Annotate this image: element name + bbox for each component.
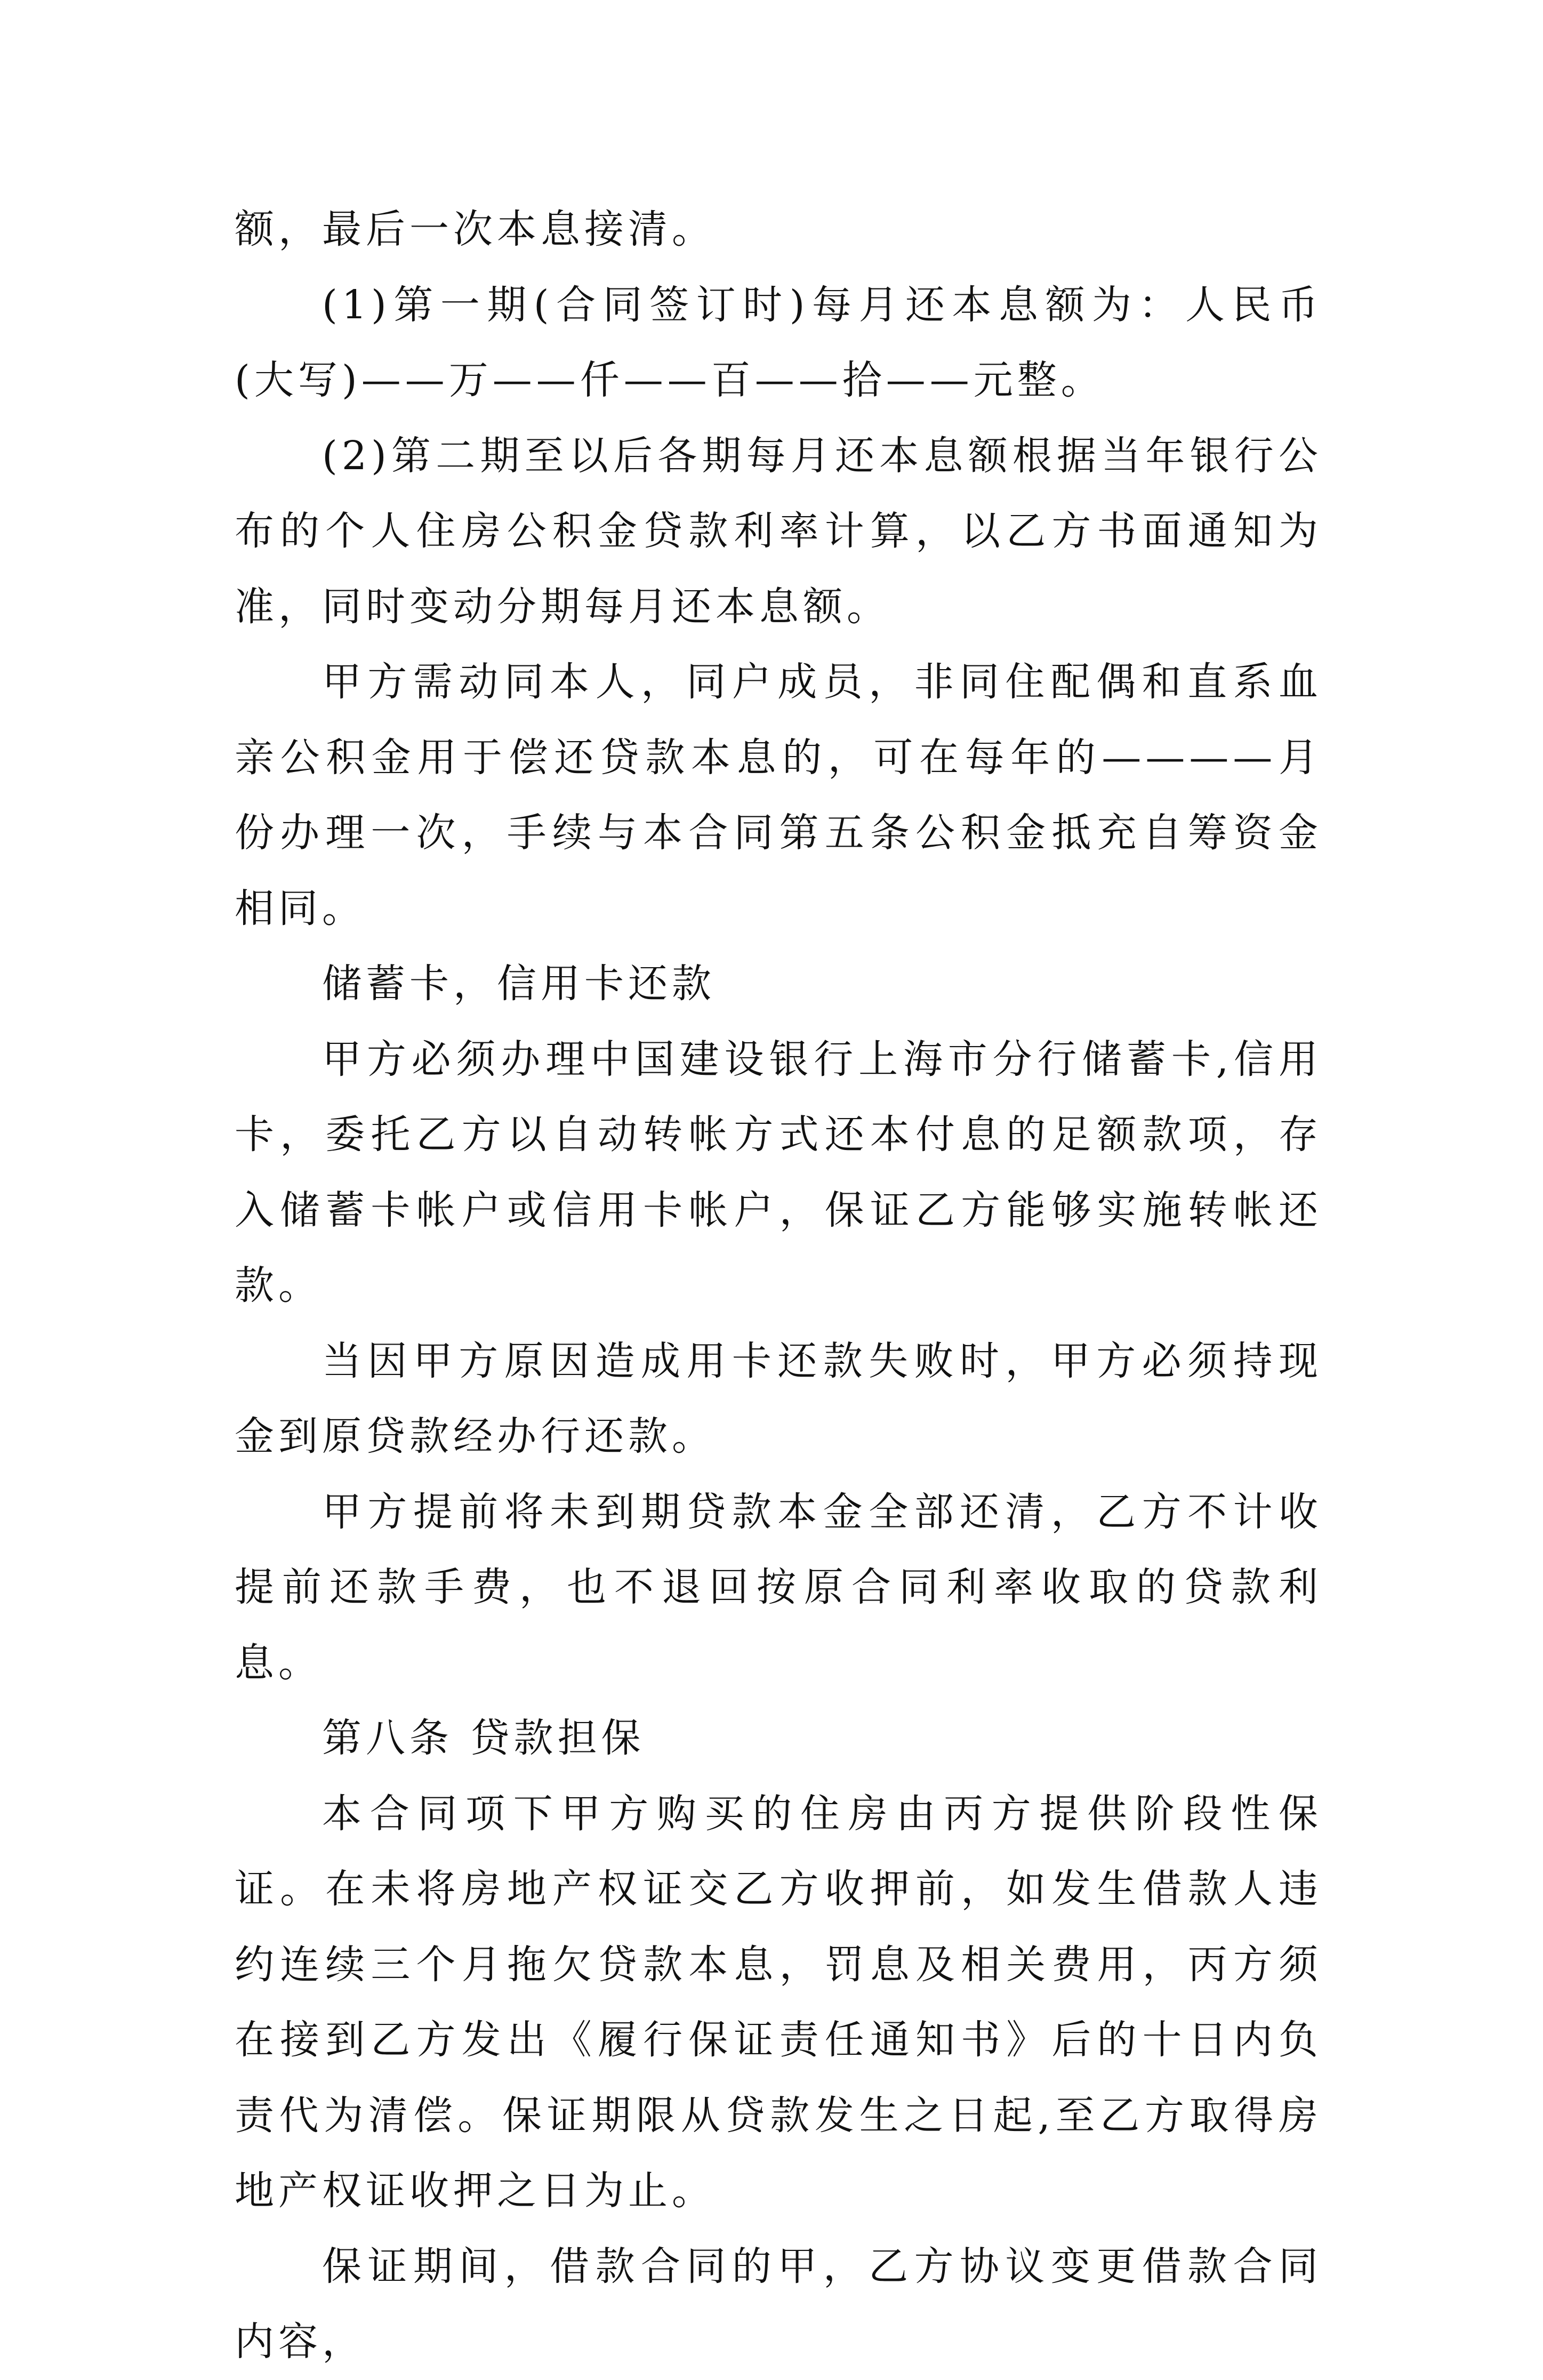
- paragraph-continuation: 额，最后一次本息接清。: [235, 206, 716, 252]
- paragraph-provident-fund-repayment: 甲方需动同本人，同户成员，非同住配偶和直系血亲公积金用于偿还贷款本息的，可在每年的————月份办理一次，手续与本合同第五条公积金抵充自筹资金相同。: [235, 659, 1322, 931]
- paragraph-first-period-amount: (1)第一期(合同签订时)每月还本息额为：人民币(大写)——万——仟——百——拾——元整。: [235, 282, 1322, 403]
- paragraph-guarantee-terms: 本合同项下甲方购买的住房由丙方提供阶段性保证。在未将房地产权证交乙方收押前，如发生借款人违约连续三个月拖欠贷款本息，罚息及相关费用，丙方须在接到乙方发出《履行保证责任通知书》后的十日内负责代为清偿。保证期限从贷款发生之日起,至乙方取得房地产权证收押之日为止。: [235, 1790, 1322, 2214]
- paragraph-early-repayment: 甲方提前将未到期贷款本金全部还清，乙方不计收提前还款手费，也不退回按原合同利率收取的贷款利息。: [235, 1489, 1322, 1686]
- article-heading-loan-guarantee: 第八条 贷款担保: [322, 1715, 645, 1761]
- paragraph-guarantee-period: 保证期间，借款合同的甲，乙方协议变更借款合同内容，: [235, 2243, 1322, 2365]
- paragraph-card-requirement: 甲方必须办理中国建设银行上海市分行储蓄卡,信用卡，委托乙方以自动转帐方式还本付息的足额款项，存入储蓄卡帐户或信用卡帐户，保证乙方能够实施转帐还款。: [235, 1036, 1322, 1308]
- paragraph-later-period-amount: (2)第二期至以后各期每月还本息额根据当年银行公布的个人住房公积金贷款利率计算，以乙方书面通知为准，同时变动分期每月还本息额。: [235, 432, 1322, 630]
- document-body: [235, 192, 1322, 2380]
- section-heading-card-repayment: 储蓄卡，信用卡还款: [322, 961, 716, 1007]
- paragraph-card-failure: 当因甲方原因造成用卡还款失败时，甲方必须持现金到原贷款经办行还款。: [235, 1338, 1322, 1459]
